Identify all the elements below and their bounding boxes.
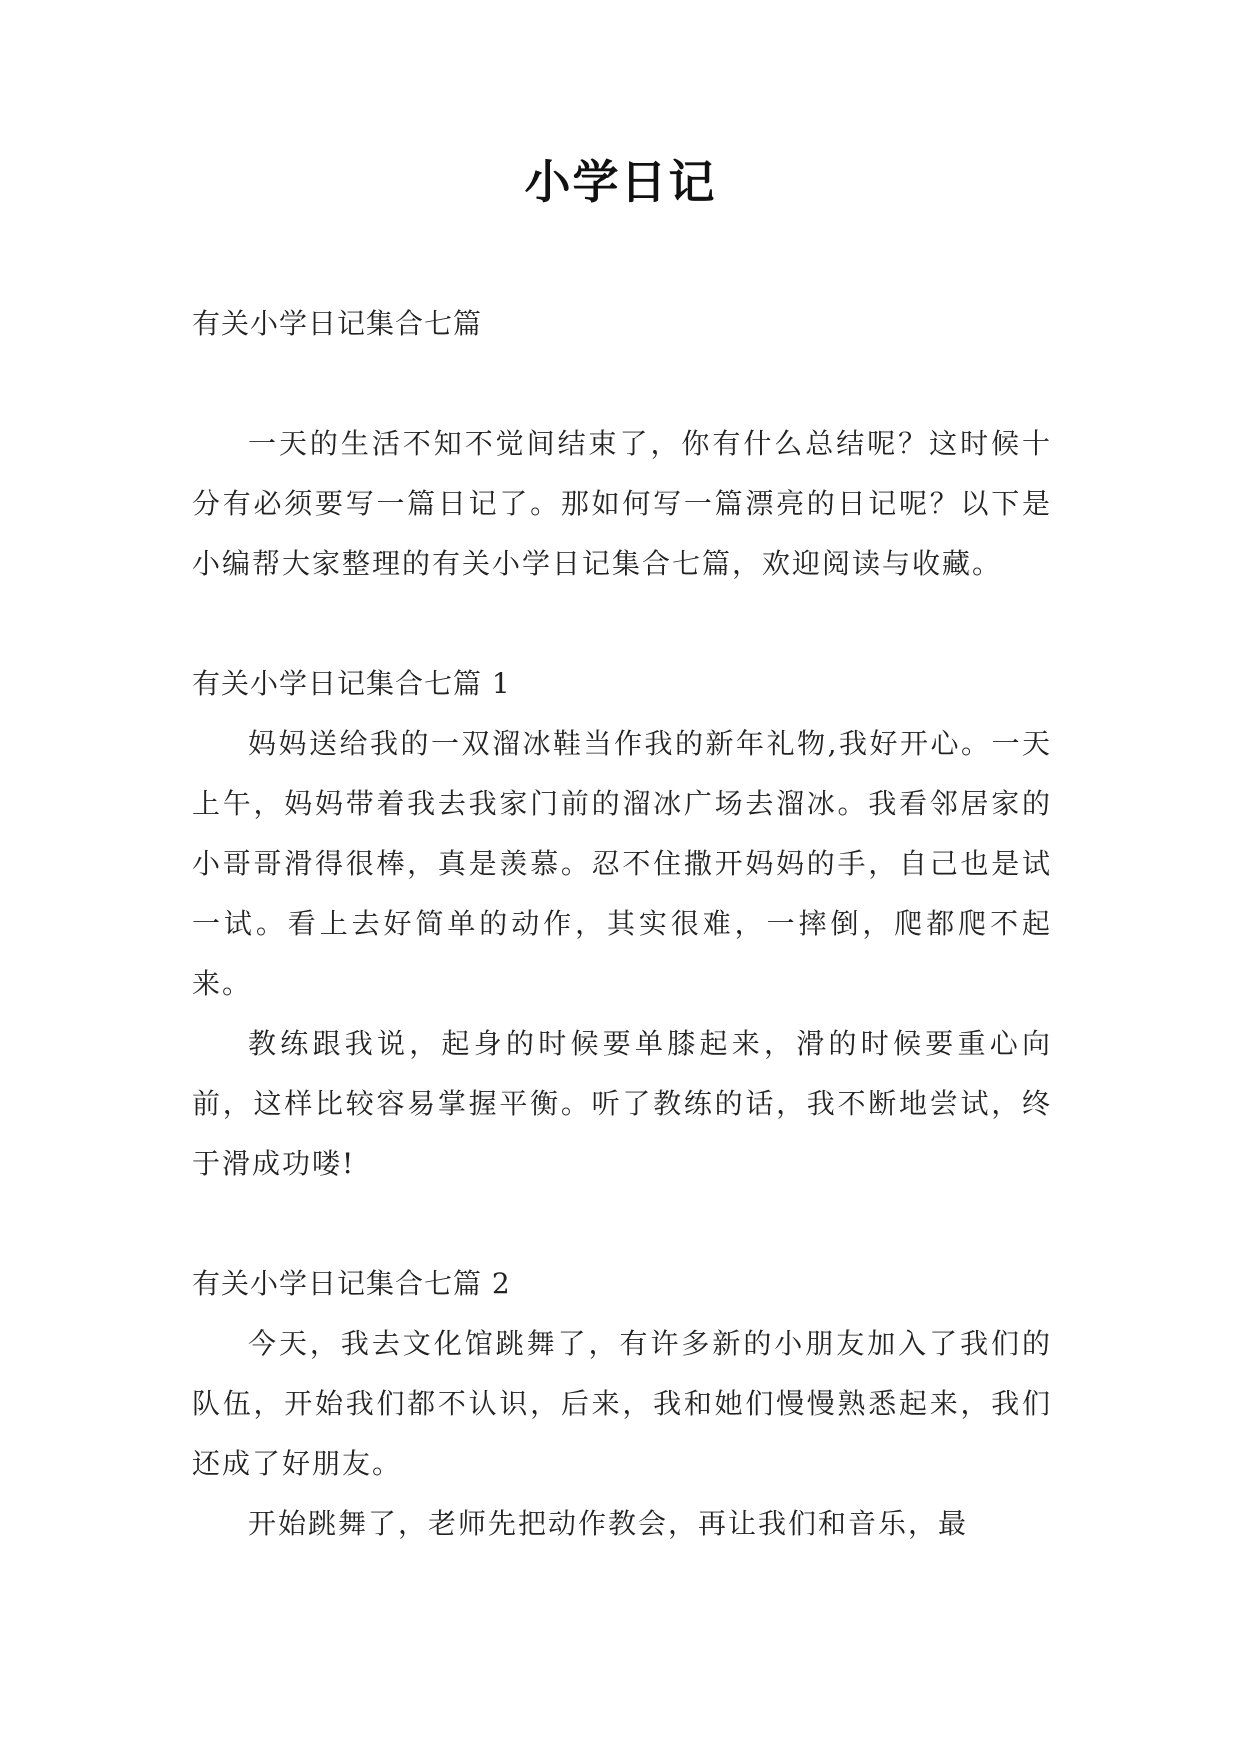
document-title: 小学日记 <box>524 155 717 209</box>
section-heading: 有关小学日记集合七篇 2 <box>192 1267 511 1300</box>
section-paragraph: 妈妈送给我的一双溜冰鞋当作我的新年礼物,我好开心。一天上午，妈妈带着我去我家门前的溜冰广场去溜冰。我看邻居家的小哥哥滑得很棒，真是羡慕。忍不住撒开妈妈的手，自己也是试一试。看上去好简单的动作，其实很难，一摔倒，爬都爬不起来。 <box>192 727 1052 1000</box>
section-paragraph: 开始跳舞了，老师先把动作教会，再让我们和音乐，最 <box>248 1507 969 1540</box>
diary-section-1 <box>192 654 1052 1194</box>
document-subtitle: 有关小学日记集合七篇 <box>192 307 483 340</box>
section-paragraph: 教练跟我说，起身的时候要单膝起来，滑的时候要重心向前，这样比较容易掌握平衡。听了教练的话，我不断地尝试，终于滑成功喽! <box>192 1027 1052 1180</box>
section-paragraph: 今天，我去文化馆跳舞了，有许多新的小朋友加入了我们的队伍，开始我们都不认识，后来，我和她们慢慢熟悉起来，我们还成了好朋友。 <box>192 1327 1052 1480</box>
document-body <box>192 294 1052 1554</box>
intro-section <box>192 414 1052 594</box>
section-heading: 有关小学日记集合七篇 1 <box>192 667 511 700</box>
intro-paragraph: 一天的生活不知不觉间结束了，你有什么总结呢？这时候十分有必须要写一篇日记了。那如何写一篇漂亮的日记呢？以下是小编帮大家整理的有关小学日记集合七篇，欢迎阅读与收藏。 <box>192 427 1052 580</box>
diary-section-2 <box>192 1254 1052 1554</box>
